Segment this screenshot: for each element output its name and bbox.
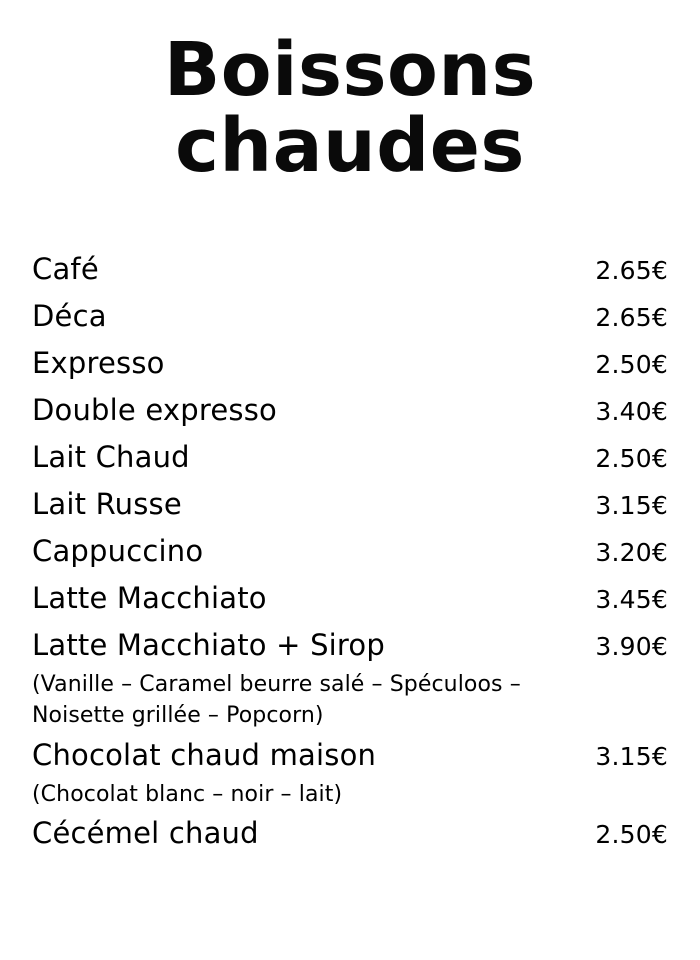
menu-item-name: Chocolat chaud maison — [32, 737, 377, 772]
menu-item-name: Lait Chaud — [32, 440, 190, 475]
menu-item-note-line: Noisette grillée – Popcorn) — [32, 703, 324, 729]
menu-item-price: 3.15€ — [595, 491, 668, 521]
menu-item-name: Expresso — [32, 346, 165, 381]
menu-item-name: Lait Russe — [32, 487, 182, 522]
menu-item-note-sirop — [28, 669, 656, 731]
menu-item-name: Cécémel chaud — [32, 815, 259, 850]
menu-item — [28, 622, 672, 669]
menu-item-name: Déca — [32, 299, 107, 334]
menu-item — [28, 340, 672, 387]
page-title-line-1: Boissons — [163, 27, 537, 113]
menu-item-name: Latte Macchiato — [32, 581, 267, 616]
menu-item-price: 2.65€ — [595, 256, 668, 286]
page-title-line-2: chaudes — [175, 103, 525, 190]
menu-item-name: Café — [32, 252, 99, 287]
menu-item-price: 3.20€ — [595, 538, 668, 568]
menu-item-note-line: (Chocolat blanc – noir – lait) — [32, 781, 343, 807]
page-title — [28, 27, 672, 190]
menu-item-price: 3.45€ — [595, 585, 668, 615]
menu-item — [28, 575, 672, 622]
menu-item — [28, 528, 672, 575]
menu-item-note-chocolat — [28, 779, 656, 810]
menu-item-price: 2.65€ — [595, 303, 668, 333]
menu-item-note-line: (Vanille – Caramel beurre salé – Spéculoos – — [32, 672, 521, 698]
menu-item-price: 3.90€ — [595, 632, 668, 662]
menu-item-price: 3.15€ — [595, 741, 668, 771]
menu-item — [28, 434, 672, 481]
menu-item-name: Double expresso — [32, 393, 277, 428]
menu-item-price: 2.50€ — [595, 444, 668, 474]
menu-item-price: 2.50€ — [595, 350, 668, 380]
menu-item-list — [28, 246, 672, 856]
menu-item — [28, 387, 672, 434]
menu-item — [28, 481, 672, 528]
menu-item — [28, 293, 672, 340]
menu-item — [28, 810, 672, 857]
menu-item-name: Latte Macchiato + Sirop — [32, 628, 385, 663]
menu-item — [28, 732, 672, 779]
menu-item-name: Cappuccino — [32, 534, 204, 569]
menu-item-price: 2.50€ — [595, 819, 668, 849]
menu-item-price: 3.40€ — [595, 397, 668, 427]
menu-item — [28, 246, 672, 293]
